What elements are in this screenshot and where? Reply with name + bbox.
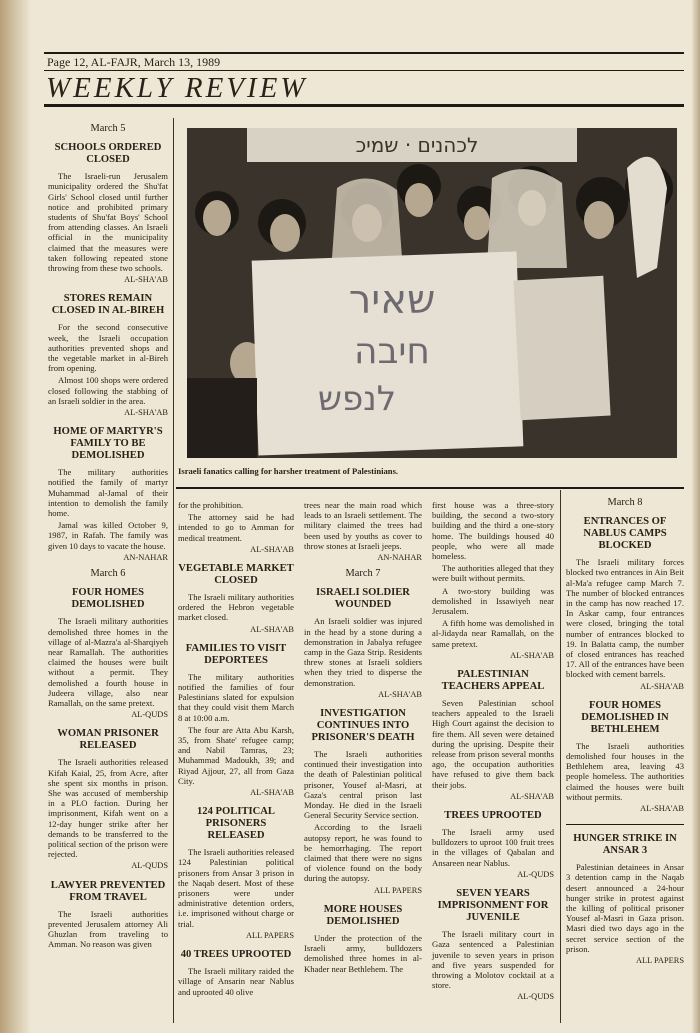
headline: VEGETABLE MARKET CLOSED bbox=[178, 563, 294, 587]
article-paragraph: first house was a three-story building, the second a two-story building and the third a one-story home. The buildings housed 40 people, who were all made homeless. bbox=[432, 500, 554, 562]
source-credit: AL-SHA'AB bbox=[124, 408, 168, 418]
source-credit: AN-NAHAR bbox=[377, 553, 422, 563]
article-paragraph: for the prohibition. bbox=[178, 500, 244, 510]
article-paragraph: For the second consecutive week, the Israeli occupation authorities prevented shops and the vegetable market in al-Bireh from opening. bbox=[48, 322, 168, 374]
headline: 124 POLITICAL PRISONERS RELEASED bbox=[197, 806, 275, 842]
article-paragraph: The Israeli military authorities ordered the Hebron vegetable market closed. bbox=[178, 592, 294, 623]
source-credit: AL-SHA'AB bbox=[378, 689, 422, 699]
source-credit: ALL PAPERS bbox=[635, 956, 684, 966]
svg-text:לכהנים · שמיכ: לכהנים · שמיכ bbox=[355, 133, 479, 157]
headline: STORES REMAIN CLOSED IN AL-BIREH bbox=[51, 293, 165, 317]
column-2 bbox=[178, 500, 294, 999]
source-credit: AL-SHA'AB bbox=[250, 624, 294, 634]
article-paragraph: The Israeli military raided the village of Ansarin near Nablus and uprooted 40 olive bbox=[178, 966, 294, 997]
article-rule bbox=[566, 824, 684, 825]
title-rule bbox=[44, 104, 684, 107]
article-paragraph: The military authorities notified the family of martyr Muhammad al-Jamal of their intention to demolish the family home. bbox=[48, 467, 168, 519]
article-paragraph: Seven Palestinian school teachers appealed to the Israeli High Court against the decision to fire them. All seven were detained during the uprising. Despite their release from prison several months ago, the occupation authorities have refused to give them back their jobs. bbox=[432, 698, 554, 790]
source-credit: AL-SHA'AB bbox=[250, 788, 294, 798]
headline: FOUR HOMES DEMOLISHED IN BETHLEHEM bbox=[581, 699, 669, 735]
section-title: WEEKLY REVIEW bbox=[46, 72, 308, 104]
article-paragraph: Palestinian detainees in Ansar 3 detention camp in the Naqab desert announced a 24-hour hunger strike in protest against the killing of political prisoner Yousef al-Masri in Gaza prison. Masri died two days ago in the secret service section of the prison. bbox=[566, 862, 684, 954]
source-credit: AL-SHA'AB bbox=[510, 791, 554, 801]
article-paragraph: The Israeli military forces blocked two entrances in Ain Beit al-Ma'a refugee camp March 7. The number of blocked entrances in the camp has now reached 17. In Askar camp, four entrances were closed, bringing the total number of entrances blocked to 19. In Balatta camp, the number of closed entrances has reached 17. All of the entrances have been blocked with cement barrels. bbox=[566, 557, 684, 680]
photo-bottom-rule bbox=[176, 487, 684, 489]
article-paragraph: The Israeli authorities released 124 Palestinian political prisoners from Ansar 3 prison in the Naqab desert. Most of these prisoners were under administrative detention orders, i.e. imprisoned without charge or trial. bbox=[178, 847, 294, 929]
article-paragraph: An Israeli soldier was injured in the head by a stone during a demonstration in Jabalya refugee camp in the Gaza Strip. Residents threw stones at Israeli soldiers when they tried to disperse the demonstration. bbox=[304, 616, 422, 688]
date-heading: March 6 bbox=[90, 568, 126, 580]
article-paragraph: According to the Israeli autopsy report, he was found to be hemorrhaging. The report claimed that there were no signs of violence found on the body during the autopsy. bbox=[304, 822, 422, 884]
page-line: Page 12, AL-FAJR, March 13, 1989 bbox=[47, 55, 221, 69]
article-paragraph: The attorney said he had intended to go to Amman for medical treatment. bbox=[178, 512, 294, 543]
article-paragraph: The Israeli military authorities demolished three homes in the village of al-Mazra'a al-Sharqiyeh near Ramallah. The authorities claimed the houses were built without a permit. They demolished a fourth house in Judeera village, also near Ramallah, on the same pretext. bbox=[48, 616, 168, 708]
headline: SEVEN YEARS IMPRISONMENT FOR JUVENILE bbox=[437, 888, 549, 924]
headline: LAWYER PREVENTED FROM TRAVEL bbox=[50, 879, 166, 903]
protest-crowd-image bbox=[187, 128, 677, 458]
headline: SCHOOLS ORDERED CLOSED bbox=[54, 142, 162, 166]
article-paragraph: The Israeli military court in Gaza sentenced a Palestinian juvenile to seven years in prison and five years suspended for throwing a Molotov cocktail at a store. bbox=[432, 929, 554, 991]
date-heading: March 5 bbox=[90, 123, 126, 134]
article-paragraph: Almost 100 shops were ordered closed following the stabbing of an Israeli soldier in the area. bbox=[48, 375, 168, 406]
source-credit: AL-QUDS bbox=[131, 861, 168, 871]
date-heading: March 8 bbox=[607, 497, 643, 508]
source-credit: AL-SHA'AB bbox=[510, 650, 554, 660]
article-paragraph: A two-story building was demolished in Issawiyeh near Jerusalem. bbox=[432, 585, 554, 617]
article-paragraph: The Israeli authorities prevented Jerusalem attorney Ali Ghuzlan from traveling to Amman. No reason was given bbox=[48, 908, 168, 950]
headline: HUNGER STRIKE IN ANSAR 3 bbox=[573, 833, 677, 857]
article-paragraph: The four are Atta Abu Karsh, 35, from Shate' refugee camp; and Nabil Tamras, 23; Muhammad Madoukh, 39; and Riyad Ajjour, 27, all from Gaza City. bbox=[178, 724, 294, 786]
source-credit: AL-SHA'AB bbox=[640, 681, 684, 691]
column-1 bbox=[48, 118, 168, 951]
headline: TREES UPROOTED bbox=[444, 810, 542, 822]
article-paragraph: A fifth home was demolished in al-Jidayda near Ramallah, on the same pretext. bbox=[432, 618, 554, 649]
article-paragraph: The authorities alleged that they were built without permits. bbox=[432, 563, 554, 584]
headline: HOME OF MARTYR'S FAMILY TO BE DEMOLISHED bbox=[53, 426, 163, 462]
source-credit: ALL PAPERS bbox=[373, 885, 422, 895]
source-credit: AL-QUDS bbox=[517, 992, 554, 1002]
article-paragraph: The Israeli army used bulldozers to uproot 100 fruit trees in the villages of Qabalan and Ansareen near Nablus. bbox=[432, 827, 554, 868]
headline: 40 TREES UPROOTED bbox=[180, 949, 292, 961]
news-photo bbox=[187, 128, 677, 458]
svg-text:שאיר: שאיר bbox=[348, 277, 436, 323]
article-paragraph: The military authorities notified the families of four Palestinians slated for expulsion that they could visit them March 8 at 10:00 a.m. bbox=[178, 671, 294, 723]
article-paragraph: Under the protection of the Israeli army, bulldozers demolished three homes in al-Khader near Bethlehem. The bbox=[304, 932, 422, 974]
source-credit: AN-NAHAR bbox=[123, 552, 168, 562]
headline: FAMILIES TO VISIT DEPORTEES bbox=[185, 642, 287, 666]
column-3 bbox=[304, 500, 422, 976]
article-paragraph: The Israeli authorities continued their investigation into the death of Palestinian political prisoner, Yousef al-Masri, at Gaza's central prison last Monday. He died in the Israeli General Security Service section. bbox=[304, 749, 422, 821]
source-credit: AL-QUDS bbox=[517, 869, 554, 879]
svg-text:חיבה: חיבה bbox=[354, 331, 430, 372]
photo-caption: Israeli fanatics calling for harsher treatment of Palestinians. bbox=[178, 466, 399, 476]
headline: PALESTINIAN TEACHERS APPEAL bbox=[441, 669, 545, 693]
source-credit: AL-SHA'AB bbox=[250, 544, 294, 554]
article-paragraph: trees near the main road which leads to an Israeli settlement. The military claimed the trees had been used by youths as cover to throw stones at Israeli jeeps. bbox=[304, 500, 422, 551]
article-paragraph: The Israeli-run Jerusalem municipality ordered the Shu'fat Girls' School closed until further notice and prohibited primary students of Shu'fat Boys' School from attending classes. An Israeli official in the municipality claimed that the measures were taken following repeated stone throwing from these two schools. bbox=[48, 171, 168, 274]
top-rule bbox=[44, 52, 684, 54]
svg-text:לנפש: לנפש bbox=[317, 379, 397, 419]
column-5 bbox=[566, 492, 684, 969]
article-paragraph: The Israeli authorities demolished four houses in the Bethlehem area, leaving 43 people homeless. The authorities claimed the houses were built without permits. bbox=[566, 740, 684, 802]
date-heading: March 7 bbox=[345, 568, 381, 580]
source-credit: AL-SHA'AB bbox=[640, 804, 684, 814]
headline: MORE HOUSES DEMOLISHED bbox=[323, 903, 403, 927]
column-divider bbox=[560, 490, 561, 1023]
article-paragraph: The Israeli authorities released Kifah Kaial, 25, from Acre, after she spent six months in prison. She was accused of membership in a PLO faction. During her imprisonment, Kifah went on a 12-day hunger strike after her demands to be transferred to the political section of the prison were rejected. bbox=[48, 757, 168, 860]
source-credit: ALL PAPERS bbox=[245, 930, 294, 940]
column-4 bbox=[432, 500, 554, 1006]
page-edge-shadow bbox=[692, 0, 700, 1033]
headline: INVESTIGATION CONTINUES INTO PRISONER'S DEATH bbox=[311, 708, 415, 744]
source-credit: AL-QUDS bbox=[131, 710, 168, 720]
header-rule bbox=[44, 70, 684, 71]
article-paragraph: Jamal was killed October 9, 1987, in Rafah. The family was given 10 days to vacate the house. bbox=[48, 520, 168, 551]
column-divider bbox=[173, 118, 174, 1023]
page-binding-shadow bbox=[0, 0, 30, 1033]
headline: ENTRANCES OF NABLUS CAMPS BLOCKED bbox=[583, 516, 667, 552]
headline: ISRAELI SOLDIER WOUNDED bbox=[316, 587, 410, 611]
headline: WOMAN PRISONER RELEASED bbox=[57, 728, 159, 752]
headline: FOUR HOMES DEMOLISHED bbox=[71, 587, 145, 611]
source-credit: AL-SHA'AB bbox=[124, 275, 168, 285]
